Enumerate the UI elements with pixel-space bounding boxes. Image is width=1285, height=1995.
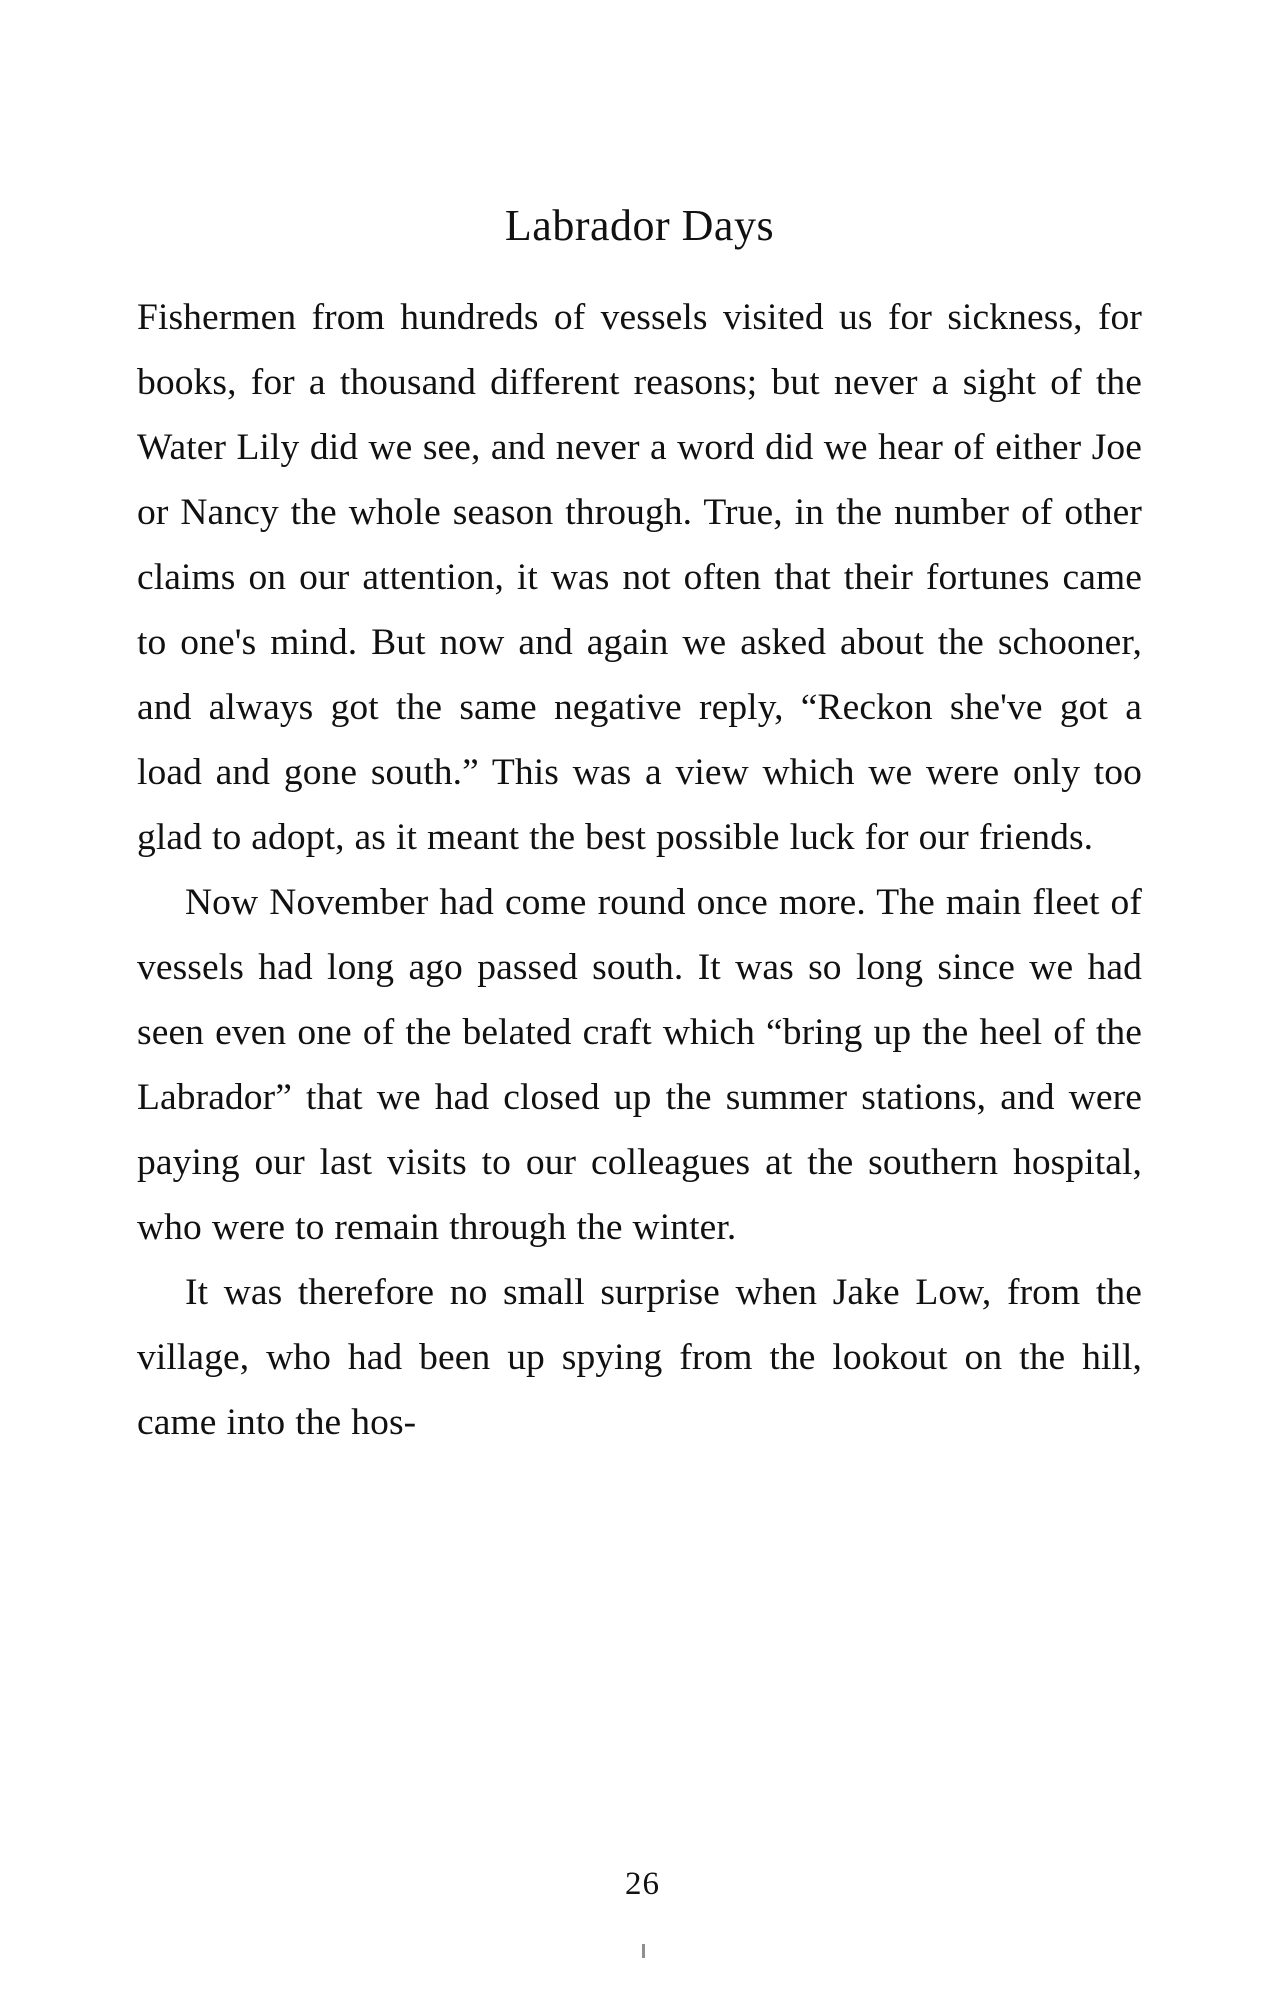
page-number: 26	[625, 1866, 660, 1902]
body-paragraph: It was therefore no small surprise when Jake Low, from the village, who had been up spying from the lookout on the hill, came into the hos-	[137, 1272, 1142, 1443]
page-text-block	[137, 200, 1142, 1455]
body-paragraph: Fishermen from hundreds of vessels visited us for sickness, for books, for a thousand different reasons; but never a sight of the Water Lily did we see, and never a word did we hear of either Joe or Nancy the whole season through. True, in the number of other claims on our attention, it was not often that their fortunes came to one's mind. But now and again we asked about the schooner, and always got the same negative reply, “Reckon she've got a load and gone south.” This was a view which we were only too glad to adopt, as it meant the best possible luck for our friends.	[137, 297, 1142, 858]
page-title: Labrador Days	[504, 201, 775, 250]
ink-speck	[642, 1944, 645, 1958]
body-paragraph: Now November had come round once more. The main fleet of vessels had long ago passed south. It was so long since we had seen even one of the belated craft which “bring up the heel of the Labrador” that we had closed up the summer stations, and were paying our last visits to our colleagues at the southern hospital, who were to remain through the winter.	[137, 882, 1142, 1248]
